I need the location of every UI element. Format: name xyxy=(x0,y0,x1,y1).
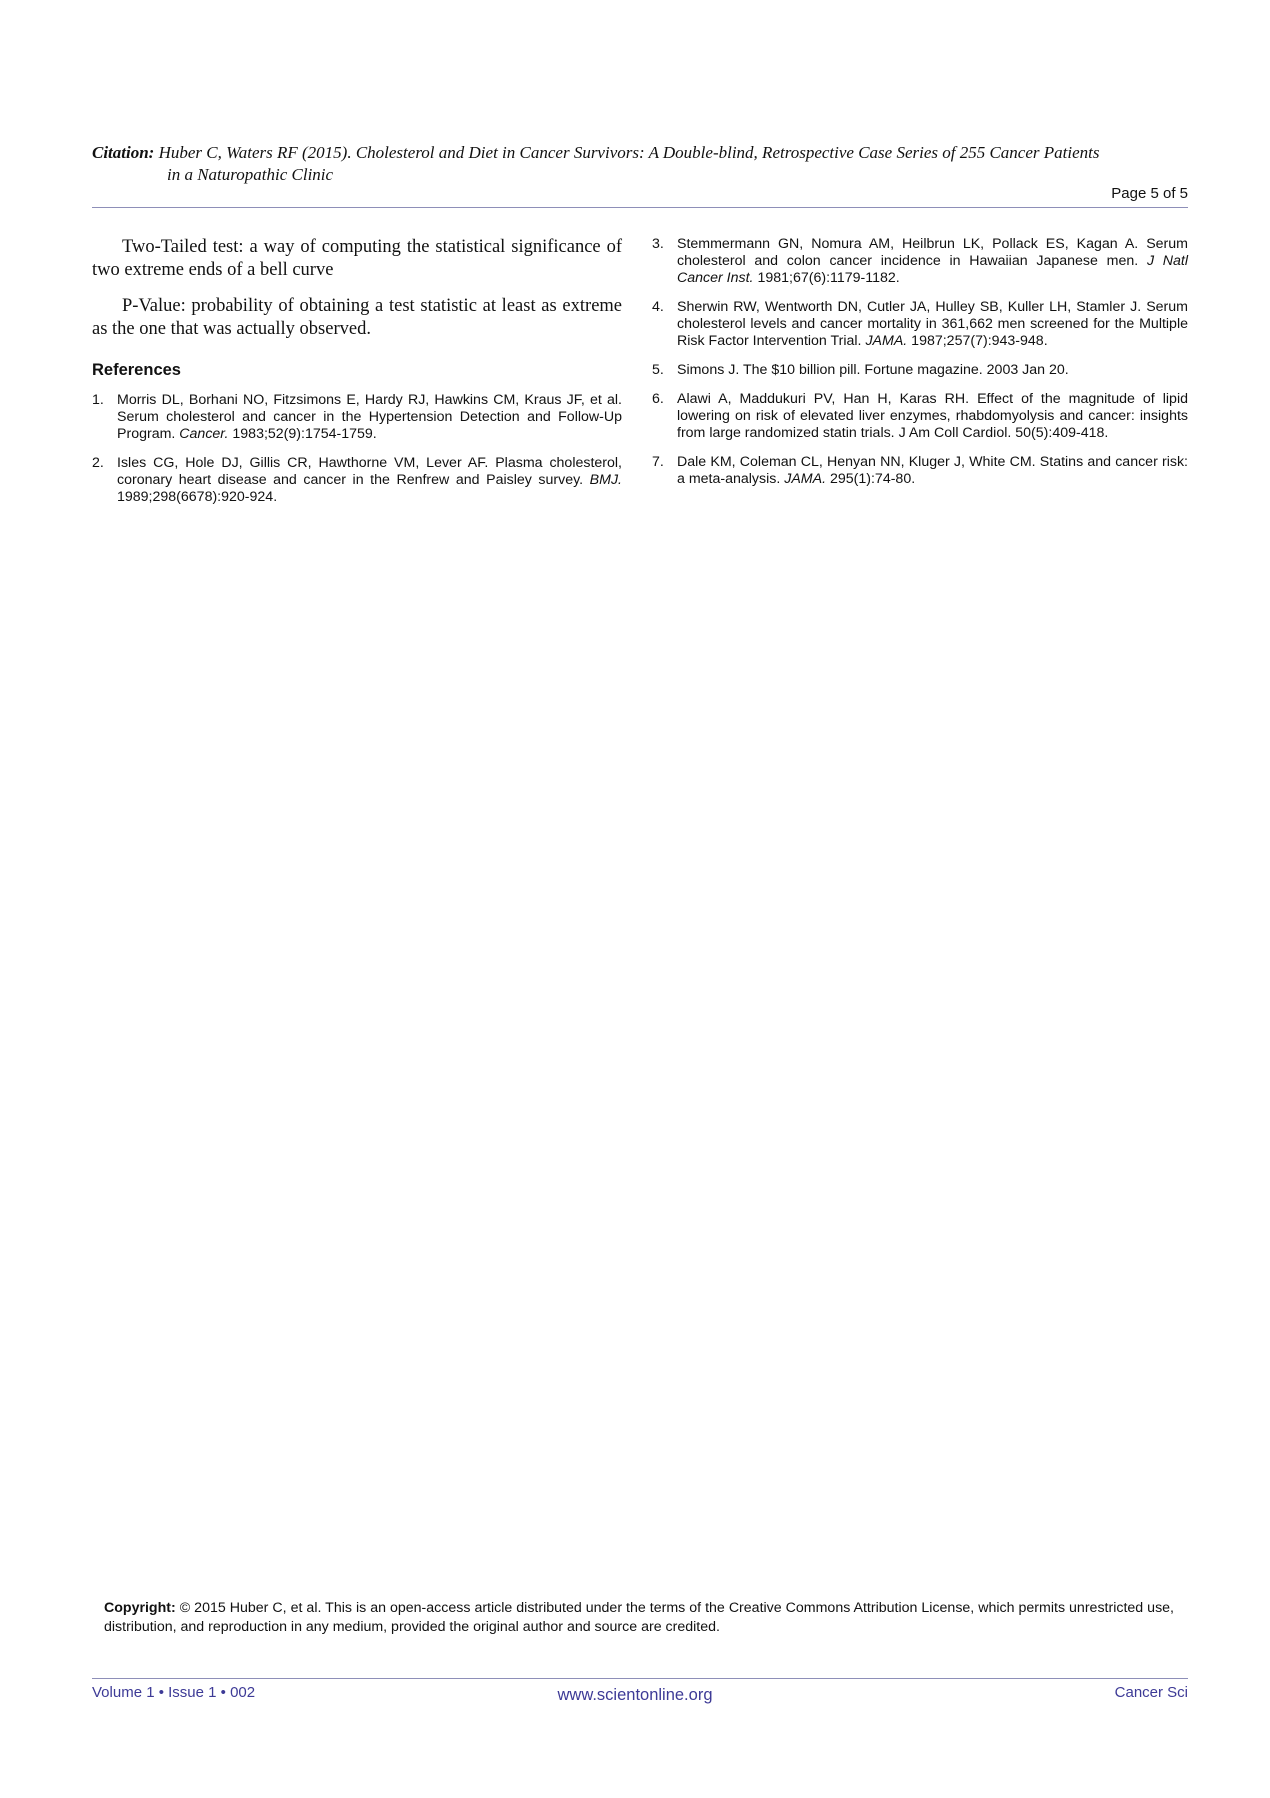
reference-journal: Cancer. xyxy=(179,426,229,442)
page-number: Page 5 of 5 xyxy=(1111,185,1188,202)
reference-number: 2. xyxy=(92,455,104,471)
footer-journal-name: Cancer Sci xyxy=(1114,1684,1188,1701)
header-divider xyxy=(92,207,1188,208)
reference-text: Sherwin RW, Wentworth DN, Cutler JA, Hulley SB, Kuller LH, Stamler J. Serum cholesterol levels and cancer mortality in 361,662 men screened for the Multiple Risk Factor Intervention Trial. xyxy=(677,299,1188,349)
reference-number: 3. xyxy=(652,236,664,252)
reference-item-1 xyxy=(92,392,622,443)
reference-number: 7. xyxy=(652,454,664,470)
reference-number: 1. xyxy=(92,392,104,408)
citation-label: Citation: xyxy=(92,143,155,162)
right-column xyxy=(652,236,1188,500)
reference-details: 1987;257(7):943-948. xyxy=(907,333,1048,349)
reference-number: 6. xyxy=(652,391,664,407)
definition-two-tailed: Two-Tailed test: a way of computing the statistical significance of two extreme ends of a bell curve xyxy=(92,237,622,280)
reference-item-4 xyxy=(652,299,1188,350)
copyright-notice xyxy=(104,1599,1174,1637)
citation-text-line2: in a Naturopathic Clinic xyxy=(167,165,334,184)
reference-journal: JAMA. xyxy=(865,333,908,349)
reference-item-2 xyxy=(92,455,622,506)
reference-details: 295(1):74-80. xyxy=(826,471,916,487)
references-heading: References xyxy=(92,361,181,379)
reference-journal: BMJ. xyxy=(589,472,622,488)
footer-divider xyxy=(92,1678,1188,1679)
copyright-text: © 2015 Huber C, et al. This is an open-access article distributed under the terms of the Creative Commons Attribution License, which permits unrestricted use, distribution, and reproduction in any medium, provided the original author and source are credited. xyxy=(104,1600,1174,1635)
reference-details: 1983;52(9):1754-1759. xyxy=(228,426,377,442)
reference-journal: J Natl Cancer Inst. xyxy=(677,253,1189,286)
definition-p-value: P-Value: probability of obtaining a test statistic at least as extreme as the one that was actually observed. xyxy=(92,296,622,339)
reference-text: Morris DL, Borhani NO, Fitzsimons E, Hardy RJ, Hawkins CM, Kraus JF, et al. Serum cholesterol and cancer in the Hypertension Detection and Follow-Up Program. xyxy=(117,392,622,442)
reference-item-6 xyxy=(652,391,1188,442)
reference-list-left xyxy=(92,392,622,506)
reference-number: 4. xyxy=(652,299,664,315)
citation-text-line1: Huber C, Waters RF (2015). Cholesterol and Diet in Cancer Survivors: A Double-blind, Retrospective Case Series of 255 Cancer Patients xyxy=(158,143,1100,162)
reference-list-right xyxy=(652,236,1188,488)
reference-text: Stemmermann GN, Nomura AM, Heilbrun LK, Pollack ES, Kagan A. Serum cholesterol and colon cancer incidence in Hawaiian Japanese men. xyxy=(677,236,1188,269)
reference-number: 5. xyxy=(652,362,664,378)
left-column xyxy=(92,236,622,518)
footer-website-link[interactable]: www.scientonline.org xyxy=(557,1686,713,1704)
copyright-label: Copyright: xyxy=(104,1600,176,1616)
citation xyxy=(92,142,1192,186)
reference-text: Simons J. The $10 billion pill. Fortune magazine. 2003 Jan 20. xyxy=(677,362,1069,378)
reference-details: 1989;298(6678):920-924. xyxy=(117,489,278,505)
reference-item-3 xyxy=(652,236,1188,287)
reference-text: Dale KM, Coleman CL, Henyan NN, Kluger J, White CM. Statins and cancer risk: a meta-analysis. xyxy=(677,454,1188,487)
reference-journal: JAMA. xyxy=(784,471,827,487)
reference-item-5 xyxy=(652,362,1188,379)
footer-volume-issue: Volume 1 • Issue 1 • 002 xyxy=(92,1684,256,1701)
reference-text: Isles CG, Hole DJ, Gillis CR, Hawthorne VM, Lever AF. Plasma cholesterol, coronary heart disease and cancer in the Renfrew and Paisley survey. xyxy=(117,455,622,488)
reference-item-7 xyxy=(652,454,1188,488)
reference-details: 1981;67(6):1179-1182. xyxy=(753,270,900,286)
reference-text: Alawi A, Maddukuri PV, Han H, Karas RH. Effect of the magnitude of lipid lowering on risk of elevated liver enzymes, rhabdomyolysis and cancer: insights from large randomized statin trials. J Am Coll Cardiol. 50(5):409-418. xyxy=(677,391,1188,441)
